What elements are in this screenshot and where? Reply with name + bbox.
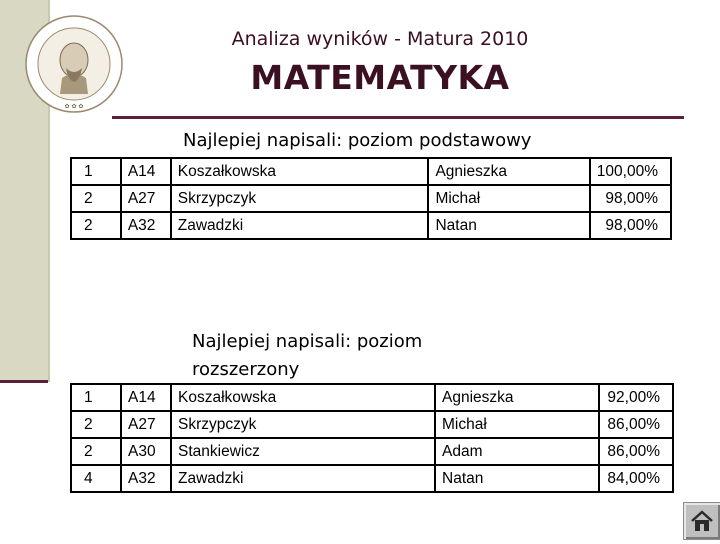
surname-cell: Koszałkowska (171, 158, 429, 185)
rank-cell: 1 (71, 158, 121, 185)
table-row (71, 411, 673, 438)
header-divider (112, 116, 684, 119)
score-cell: 86,00% (599, 411, 673, 438)
firstname-cell: Natan (435, 465, 599, 492)
rank-cell: 4 (71, 465, 121, 492)
table-row (71, 384, 673, 411)
score-cell: 98,00% (590, 185, 671, 212)
rank-cell: 2 (71, 438, 121, 465)
surname-cell: Skrzypczyk (171, 185, 429, 212)
section-heading-basic: Najlepiej napisali: poziom podstawowy (183, 130, 532, 151)
left-band-divider (0, 380, 48, 383)
home-icon (684, 503, 720, 539)
score-cell: 84,00% (599, 465, 673, 492)
firstname-cell: Natan (428, 212, 589, 239)
score-cell: 100,00% (590, 158, 671, 185)
surname-cell: Zawadzki (171, 465, 435, 492)
code-cell: A30 (121, 438, 171, 465)
school-seal-logo (24, 14, 124, 114)
section-heading-extended (192, 328, 462, 384)
page-title: MATEMATYKA (250, 58, 510, 97)
code-cell: A27 (121, 411, 171, 438)
header-subtitle: Analiza wyników - Matura 2010 (231, 28, 529, 50)
firstname-cell: Michał (435, 411, 599, 438)
svg-text:✿ ✿ ✿: ✿ ✿ ✿ (64, 103, 84, 110)
rank-cell: 2 (71, 212, 121, 239)
score-cell: 92,00% (599, 384, 673, 411)
surname-cell: Stankiewicz (171, 438, 435, 465)
code-cell: A27 (121, 185, 171, 212)
code-cell: A14 (121, 384, 171, 411)
firstname-cell: Agnieszka (428, 158, 589, 185)
code-cell: A14 (121, 158, 171, 185)
firstname-cell: Adam (435, 438, 599, 465)
table-row (71, 438, 673, 465)
score-cell: 98,00% (590, 212, 671, 239)
code-cell: A32 (121, 212, 171, 239)
firstname-cell: Michał (428, 185, 589, 212)
firstname-cell: Agnieszka (435, 384, 599, 411)
table-row (71, 465, 673, 492)
surname-cell: Koszałkowska (171, 384, 435, 411)
results-table-extended (70, 383, 674, 493)
section-heading-line: rozszerzony (192, 359, 300, 380)
table-row (71, 212, 671, 239)
code-cell: A32 (121, 465, 171, 492)
section-heading-line: Najlepiej napisali: poziom (192, 331, 423, 352)
table-row (71, 185, 671, 212)
surname-cell: Zawadzki (171, 212, 429, 239)
rank-cell: 2 (71, 411, 121, 438)
table-row (71, 158, 671, 185)
home-button[interactable] (683, 502, 720, 540)
rank-cell: 1 (71, 384, 121, 411)
results-table-basic (70, 157, 672, 240)
score-cell: 86,00% (599, 438, 673, 465)
rank-cell: 2 (71, 185, 121, 212)
surname-cell: Skrzypczyk (171, 411, 435, 438)
